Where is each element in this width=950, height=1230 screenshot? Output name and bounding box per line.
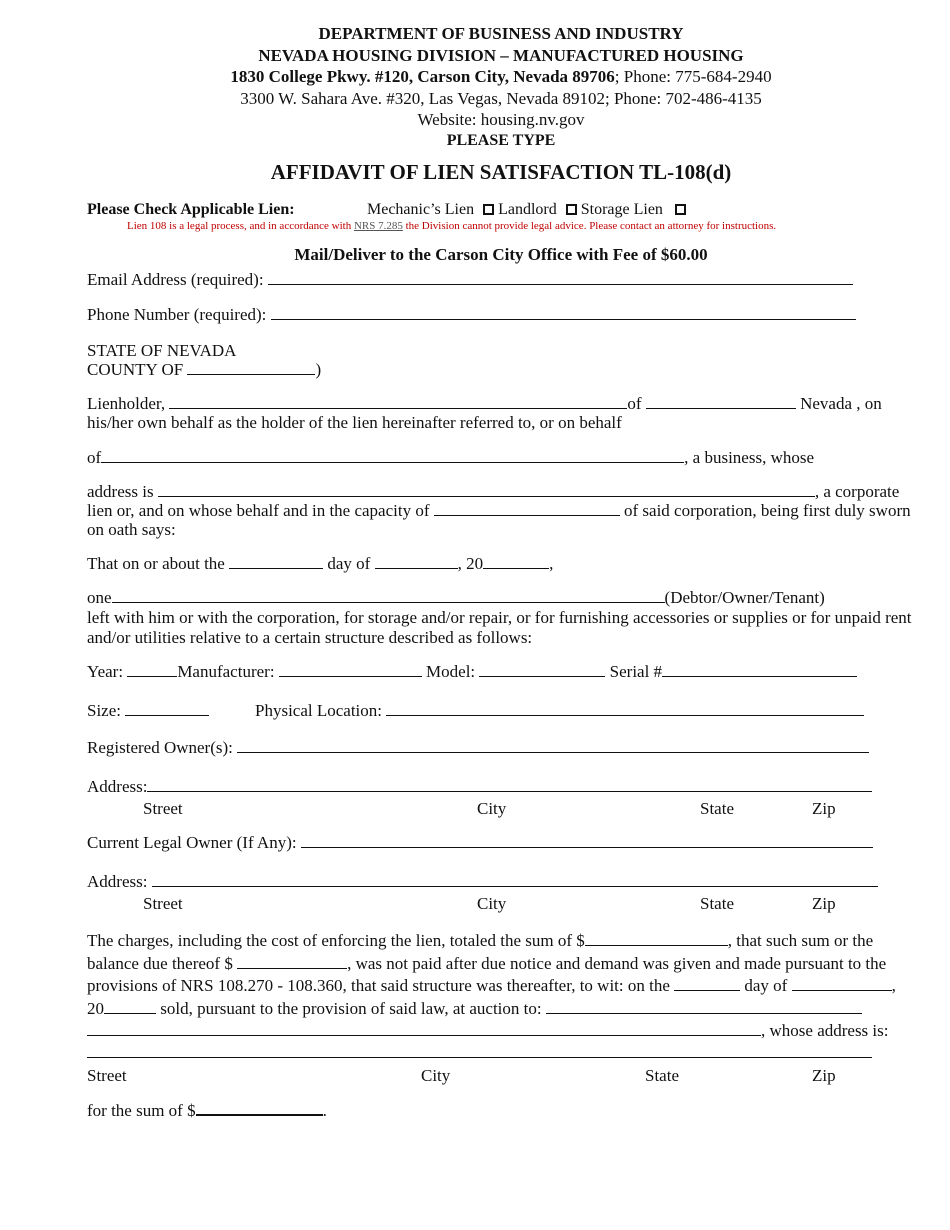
- business-name-field[interactable]: [101, 448, 684, 463]
- charges-line1: [87, 931, 873, 951]
- header-website: Website: housing.nv.gov: [417, 110, 585, 129]
- lienholder-city-field[interactable]: [646, 394, 796, 409]
- email-field[interactable]: [268, 270, 853, 285]
- serial-label: Serial #: [609, 662, 663, 681]
- col-street-1: Street: [143, 799, 183, 818]
- date-end: ,: [549, 554, 554, 573]
- date-20: , 20: [457, 554, 484, 573]
- form-title: AFFIDAVIT OF LIEN SATISFACTION TL-108(d): [270, 160, 732, 184]
- notice-post: the Division cannot provide legal advice. Please contact an attorney for instructions.: [402, 220, 777, 232]
- header-vegas-address: 3300 W. Sahara Ave. #320, Las Vegas, Nevada 89102; Phone: 702-486-4135: [240, 89, 762, 108]
- buyer-address-row: [87, 1043, 872, 1063]
- location-label: Physical Location:: [255, 701, 383, 720]
- notice-pre: Lien 108 is a legal process, and in accordance with: [127, 220, 354, 232]
- col-zip-2: Zip: [812, 894, 836, 913]
- header-please-type: PLEASE TYPE: [446, 132, 556, 149]
- day-field[interactable]: [229, 554, 323, 569]
- charges-l4-mid: sold, pursuant to the provision of said law, at auction to:: [160, 999, 542, 1018]
- business-address-field[interactable]: [158, 482, 815, 497]
- carson-address-bold: 1830 College Pkwy. #120, Carson City, Nevada 89706: [230, 67, 615, 86]
- manufacturer-field[interactable]: [279, 662, 422, 677]
- one-row: [87, 588, 825, 608]
- year-field[interactable]: [127, 662, 177, 677]
- legal-owner-row: [87, 833, 873, 853]
- mechanics-lien-checkbox[interactable]: [483, 204, 494, 215]
- phone-label: Phone Number (required):: [87, 305, 267, 324]
- registered-label: Registered Owner(s):: [87, 738, 233, 757]
- charges-l1-pre: The charges, including the cost of enforcing the lien, totaled the sum of $: [87, 931, 585, 950]
- county-row: [87, 360, 321, 380]
- lienholder-name-field[interactable]: [169, 394, 627, 409]
- col-state-1: State: [700, 799, 734, 818]
- header-division: NEVADA HOUSING DIVISION – MANUFACTURED HOUSING: [258, 46, 744, 65]
- size-label: Size:: [87, 701, 121, 720]
- year-label: Year:: [87, 662, 124, 681]
- sum-pre: for the sum of $: [87, 1101, 196, 1120]
- address1-label: Address:: [87, 777, 148, 796]
- state-label: STATE OF NEVADA: [87, 341, 237, 360]
- landlord-checkbox[interactable]: [566, 204, 577, 215]
- manufacturer-label: Manufacturer:: [177, 662, 275, 681]
- charges-line2: [87, 954, 886, 974]
- structure-row: [87, 662, 857, 682]
- address2-field[interactable]: [152, 872, 878, 887]
- col-street-3: Street: [87, 1066, 127, 1085]
- charges-l1-post: , that such sum or the: [727, 931, 874, 950]
- utilities-line: and/or utilities relative to a certain structure described as follows:: [87, 628, 533, 647]
- final-sum-field[interactable]: [196, 1100, 323, 1116]
- oath-line: on oath says:: [87, 520, 176, 539]
- address2-row: [87, 872, 878, 892]
- col-state-3: State: [645, 1066, 679, 1085]
- lien-check-label: Please Check Applicable Lien:: [87, 201, 295, 218]
- debtor-label: (Debtor/Owner/Tenant): [664, 588, 825, 607]
- legal-notice: [127, 220, 817, 233]
- landlord-label: Landlord: [498, 201, 557, 218]
- phone-row: [87, 305, 856, 325]
- registered-owner-field[interactable]: [237, 738, 869, 753]
- lienholder-nevada: Nevada , on: [800, 394, 882, 413]
- lienholder-row: [87, 394, 882, 414]
- lienholder-label: Lienholder,: [87, 394, 166, 413]
- sale-year-field[interactable]: [104, 999, 156, 1014]
- lien-options: [367, 200, 686, 220]
- county-field[interactable]: [187, 360, 315, 375]
- charges-line4: [87, 999, 862, 1019]
- charges-l4-pre: 20: [87, 999, 104, 1018]
- registered-row: [87, 738, 869, 758]
- one-label: one: [87, 588, 112, 607]
- col-street-2: Street: [143, 894, 183, 913]
- col-state-2: State: [700, 894, 734, 913]
- sum-end: .: [322, 1101, 327, 1120]
- capacity-post: of said corporation, being first duly sworn: [624, 501, 911, 520]
- address2-label: Address:: [87, 872, 148, 891]
- col-zip-1: Zip: [812, 799, 836, 818]
- location-field[interactable]: [386, 701, 864, 716]
- header-carson-address: [0, 66, 950, 87]
- balance-due-field[interactable]: [237, 954, 347, 969]
- address1-field[interactable]: [147, 777, 872, 792]
- charges-line5: [87, 1021, 888, 1041]
- date-pre: That on or about the: [87, 554, 225, 573]
- month-field[interactable]: [375, 554, 458, 569]
- col-city-2: City: [477, 894, 507, 913]
- carson-phone: ; Phone: 775-684-2940: [614, 67, 772, 86]
- lienholder-line2: his/her own behalf as the holder of the lien hereinafter referred to, or on behalf: [87, 413, 622, 432]
- mail-instructions: Mail/Deliver to the Carson City Office with Fee of $60.00: [294, 245, 708, 264]
- buyer-address-field[interactable]: [87, 1043, 872, 1058]
- capacity-field[interactable]: [434, 501, 620, 516]
- model-field[interactable]: [479, 662, 605, 677]
- business-of: of: [87, 448, 102, 467]
- header-department: DEPARTMENT OF BUSINESS AND INDUSTRY: [318, 24, 684, 43]
- county-label: COUNTY OF: [87, 360, 184, 379]
- legal-owner-label: Current Legal Owner (If Any):: [87, 833, 297, 852]
- sale-day-field[interactable]: [674, 976, 740, 991]
- buyer-name-field[interactable]: [546, 999, 862, 1014]
- capacity-pre: lien or, and on whose behalf and in the capacity of: [87, 501, 430, 520]
- model-label: Model:: [426, 662, 476, 681]
- storage-lien-label: Storage Lien: [580, 201, 663, 218]
- charges-l3-pre: provisions of NRS 108.270 - 108.360, that said structure was thereafter, to wit: on the: [87, 976, 670, 995]
- year-suffix-field[interactable]: [483, 554, 549, 569]
- charges-sum-field[interactable]: [585, 931, 728, 946]
- phone-field[interactable]: [271, 305, 856, 320]
- email-row: [87, 270, 853, 290]
- size-row: [87, 701, 209, 721]
- lienholder-of: of: [627, 394, 642, 413]
- legal-owner-field[interactable]: [301, 833, 873, 848]
- serial-field[interactable]: [662, 662, 857, 677]
- charges-line3: [87, 976, 896, 996]
- address-is-suffix: , a corporate: [814, 482, 900, 501]
- location-row: [255, 701, 864, 721]
- address1-row: [87, 777, 872, 797]
- mechanics-lien-label: Mechanic’s Lien: [367, 201, 475, 218]
- buyer-name-cont-field[interactable]: [87, 1021, 761, 1036]
- size-field[interactable]: [125, 701, 209, 716]
- charges-l3-end: ,: [891, 976, 896, 995]
- address-is-row: [87, 482, 899, 502]
- col-zip-3: Zip: [812, 1066, 836, 1085]
- sum-row: [87, 1100, 327, 1121]
- sale-month-field[interactable]: [792, 976, 892, 991]
- county-close: ): [315, 360, 322, 379]
- nrs-link[interactable]: NRS 7.285: [353, 220, 403, 232]
- email-label: Email Address (required):: [87, 270, 264, 289]
- charges-l3-mid: day of: [744, 976, 788, 995]
- date-day-of: day of: [327, 554, 371, 573]
- address-is-label: address is: [87, 482, 154, 501]
- left-with-line: left with him or with the corporation, for storage and/or repair, or for furnishing accessories or supplies or for unpaid rent: [87, 608, 912, 627]
- debtor-field[interactable]: [112, 588, 665, 603]
- charges-l2-post: , was not paid after due notice and demand was given and made pursuant to the: [347, 954, 887, 973]
- date-row: [87, 554, 553, 574]
- col-city-3: City: [421, 1066, 451, 1085]
- col-city-1: City: [477, 799, 507, 818]
- charges-l2-pre: balance due thereof $: [87, 954, 233, 973]
- storage-lien-checkbox[interactable]: [675, 204, 686, 215]
- business-row: [87, 448, 814, 468]
- business-suffix: , a business, whose: [684, 448, 815, 467]
- capacity-row: [87, 501, 911, 521]
- charges-l5-post: , whose address is:: [761, 1021, 889, 1040]
